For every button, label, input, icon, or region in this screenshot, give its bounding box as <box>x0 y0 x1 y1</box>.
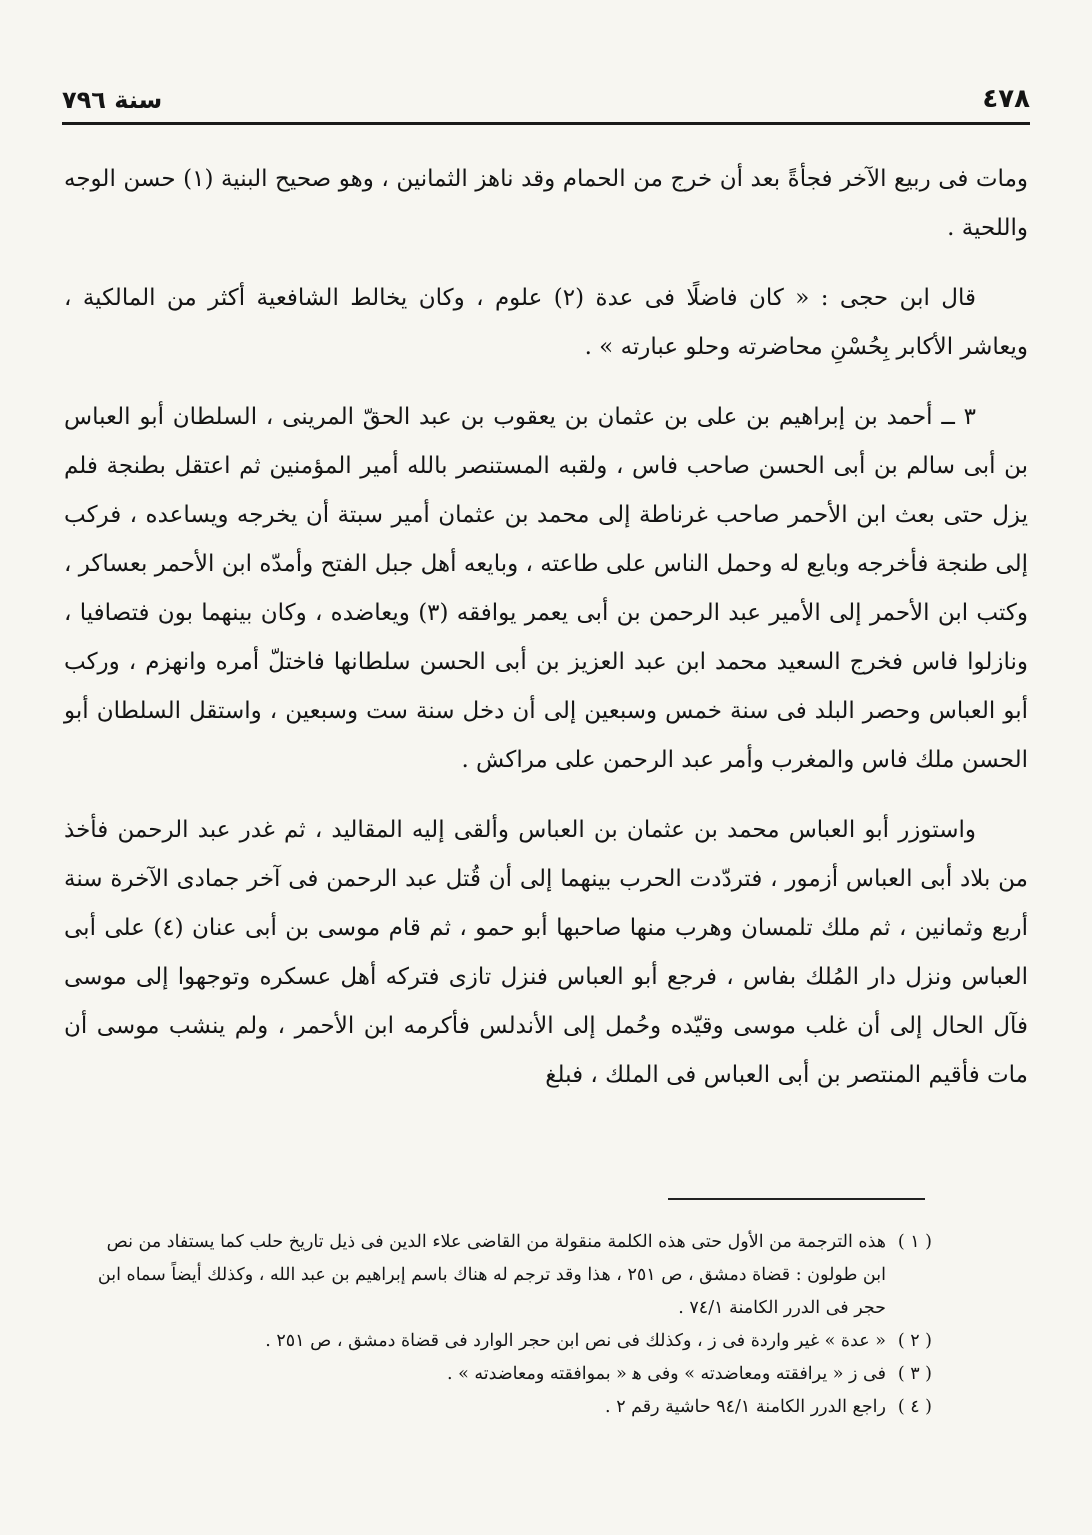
footnote-text: « عدة » غير واردة فى ز ، وكذلك فى نص ابن حجر الوارد فى قضاة دمشق ، ص ٢٥١ . <box>265 1331 886 1351</box>
footnote-text: هذه الترجمة من الأول حتى هذه الكلمة منقولة من القاضى علاء الدين فى ذيل تاريخ حلب كما يستفاد من نص ابن طولون : قضاة دمشق ، ص ٢٥١ ، هذا وقد ترجم له هناك باسم إبراهيم بن عبد الله ، وكذلك أيضاً سماه ابن حجر فى الدرر الكامنة ٧٤/١ . <box>97 1232 886 1318</box>
footnote-number: ( ٢ ) <box>897 1331 932 1351</box>
footnote-text: فى ز « يرافقته ومعاضدته » وفى ﻫ « بموافقته ومعاضدته » . <box>446 1364 886 1384</box>
footnote <box>80 1325 932 1358</box>
main-text <box>64 155 1028 1121</box>
paragraph-death: ومات فى ربيع الآخر فجأةً بعد أن خرج من الحمام وقد ناهز الثمانين ، وهو صحيح البنية (١) حسن الوجه واللحية . <box>64 166 1028 241</box>
year-heading: سنة ٧٩٦ <box>62 86 163 114</box>
footnote-number: ( ٣ ) <box>897 1364 932 1384</box>
footnotes <box>80 1226 932 1424</box>
footnote <box>80 1391 932 1424</box>
footnote-text: راجع الدرر الكامنة ٩٤/١ حاشية رقم ٢ . <box>605 1397 886 1417</box>
footnote <box>80 1226 932 1325</box>
footnote <box>80 1358 932 1391</box>
page-header <box>62 82 1030 122</box>
footnote-number: ( ١ ) <box>897 1232 932 1252</box>
paragraph-vizier: واستوزر أبو العباس محمد بن عثمان بن العباس وألقى إليه المقاليد ، ثم غدر عبد الرحمن فأخذ من بلاد أبى العباس أزمور ، فتردّدت الحرب بينهما إلى أن قُتل عبد الرحمن فى آخر جمادى الآخرة سنة أربع وثمانين ، ثم ملك تلمسان وهرب منها صاحبها أبو حمو ، ثم قام موسى بن أبى عنان (٤) على أبى العباس ونزل دار المُلك بفاس ، فرجع أبو العباس فنزل تازى فتركه أهل عسكره وتوجهوا إلى موسى فآل الحال إلى أن غلب موسى وقيّده وحُمل إلى الأندلس فأكرمه ابن الأحمر ، ولم ينشب موسى أن مات فأقيم المنتصر بن أبى العباس فى الملك ، فبلغ <box>64 817 1028 1088</box>
footnote-rule <box>668 1198 925 1200</box>
footnote-number: ( ٤ ) <box>897 1397 932 1417</box>
paragraph-ibn-hijji-quote: قال ابن حجى : « كان فاضلًا فى عدة (٢) علوم ، وكان يخالط الشافعية أكثر من المالكية ، ويعاشر الأكابر بِحُسْنِ محاضرته وحلو عبارته » . <box>64 285 1028 360</box>
header-rule <box>62 122 1030 125</box>
page-number: ٤٧٨ <box>982 84 1030 114</box>
paragraph-biography-entry-3: ٣ ــ أحمد بن إبراهيم بن على بن عثمان بن يعقوب بن عبد الحقّ المرينى ، السلطان أبو العباس بن أبى سالم بن أبى الحسن صاحب فاس ، ولقبه المستنصر بالله أمير المؤمنين ثم اعتقل بطنجة فلم يزل حتى بعث ابن الأحمر صاحب غرناطة إلى محمد بن عثمان أمير سبتة أن يخرجه ويساعده ، فركب إلى طنجة فأخرجه وبايع له وحمل الناس على طاعته ، وبايعه أهل جبل الفتح وأمدّه ابن الأحمر بعساكر ، وكتب ابن الأحمر إلى الأمير عبد الرحمن بن أبى يعمر يوافقه (٣) ويعاضده ، وكان بينهما بون فتصافيا ، ونازلوا فاس فخرج السعيد محمد ابن عبد العزيز بن أبى الحسن سلطانها فاختلّ أمره وانهزم ، وركب أبو العباس وحصر البلد فى سنة خمس وسبعين إلى أن دخل سنة ست وسبعين ، واستقل السلطان أبو الحسن ملك فاس والمغرب وأمر عبد الرحمن على مراكش . <box>64 404 1028 773</box>
